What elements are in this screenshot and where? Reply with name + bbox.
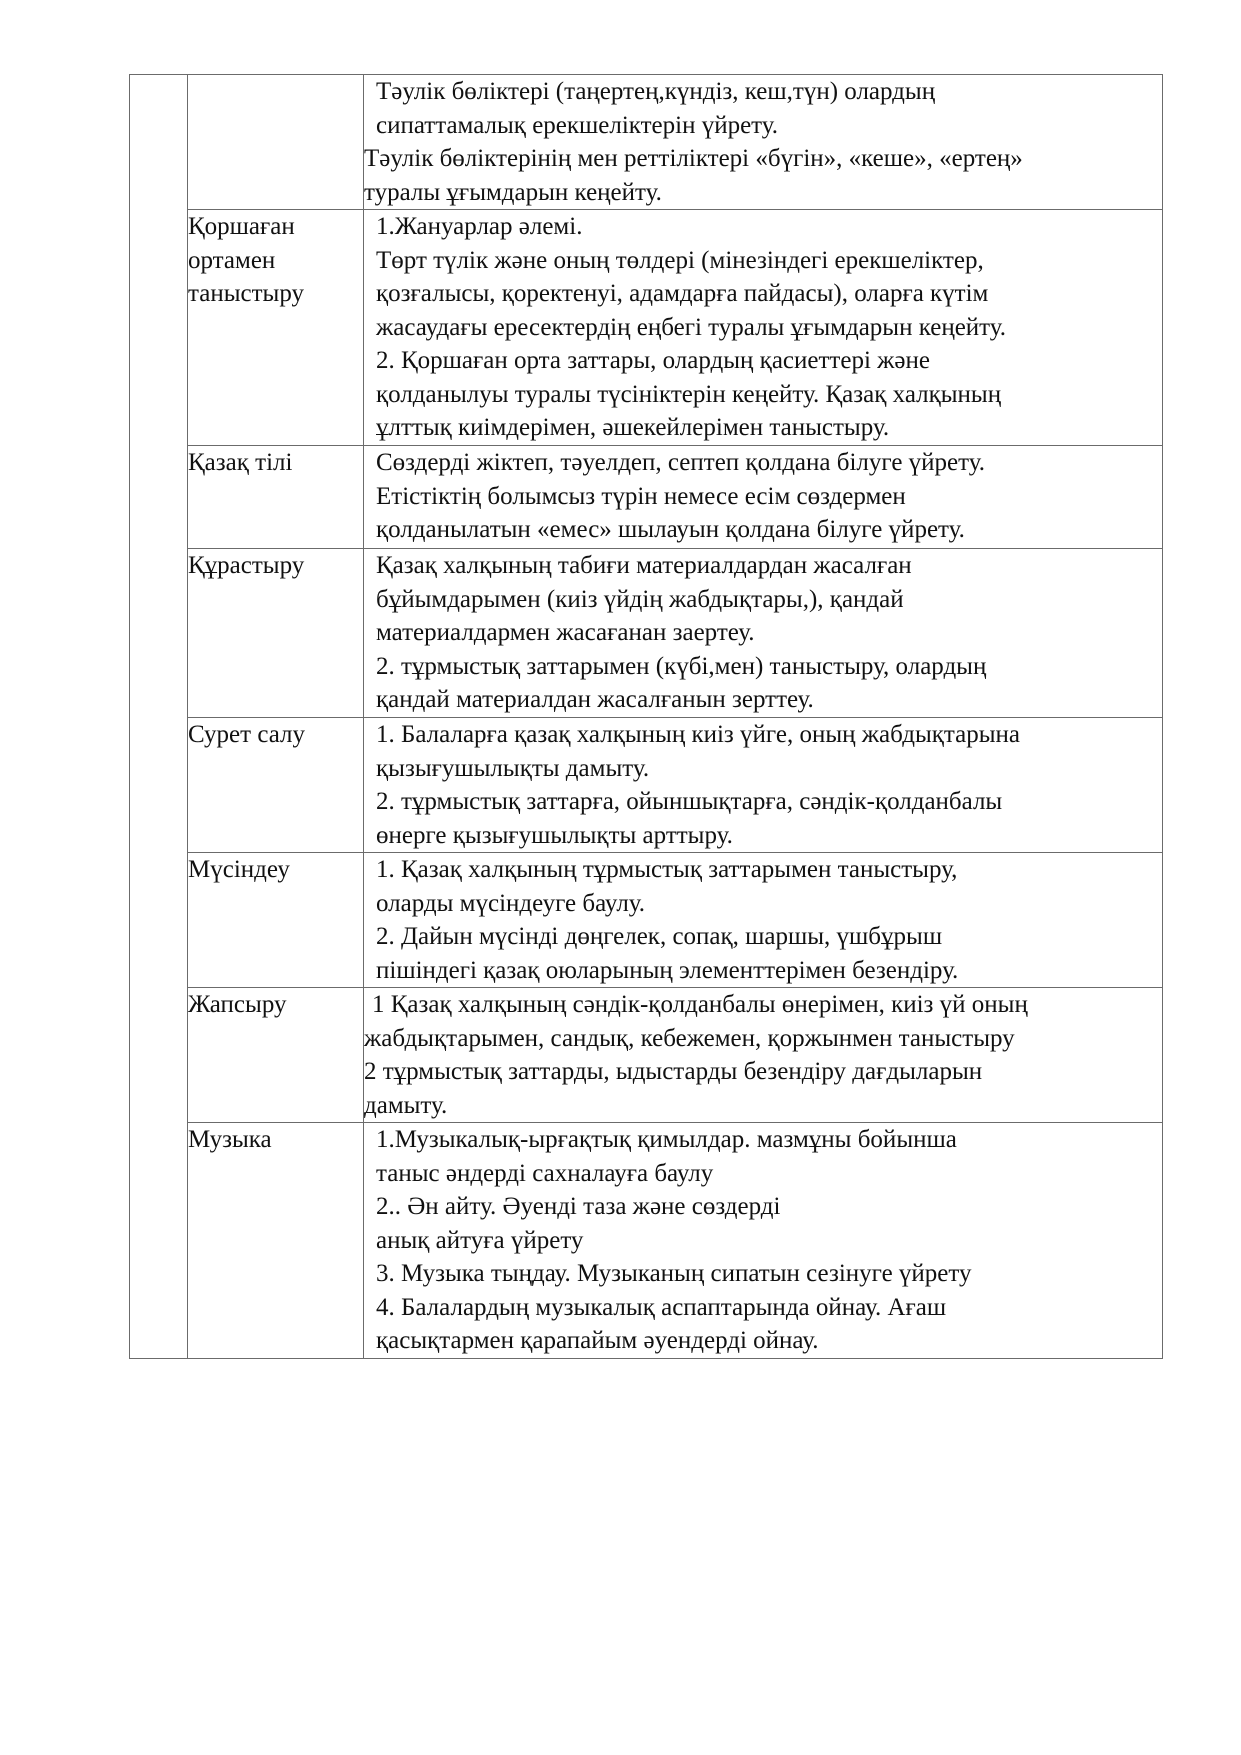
subject-cell: Музыка — [188, 1123, 364, 1359]
subject-cell — [188, 75, 364, 210]
content-line: қолданылуы туралы түсініктерін кеңейту. Қазақ халқының — [376, 380, 1002, 408]
content-line: 1. Қазақ халқының тұрмыстық заттарымен таныстыру, — [376, 856, 958, 883]
content-line: 2 тұрмыстық заттарды, ыдыстарды безендіру дағдыларын — [364, 1058, 983, 1085]
subject-cell: Құрастыру — [188, 549, 364, 718]
table-row — [130, 988, 1163, 1123]
content-line: қандай материалдан жасалғанын зерттеу. — [376, 686, 814, 713]
content-line: қызығушылықты дамыту. — [376, 754, 650, 782]
content-line: 2. Дайын мүсінді дөңгелек, сопақ, шаршы, үшбұрыш — [376, 923, 943, 950]
content-line: жасаудағы ересектердің еңбегі туралы ұғымдарын кеңейту. — [376, 313, 1007, 341]
content-line: Төрт түлік және оның төлдері (мінезіндегі ерекшеліктер, — [376, 246, 984, 274]
content-line: Сөздерді жіктеп, тәуелдеп, септеп қолдана білуге үйрету. — [376, 449, 985, 476]
subject-cell: Қазақ тілі — [188, 446, 364, 549]
content-line: 1.Музыкалық-ырғақтық қимылдар. мазмұны бойынша — [376, 1126, 957, 1153]
content-line: өнерге қызығушылықты арттыру. — [376, 821, 733, 849]
content-line: материалдармен жасағанан заертеу. — [376, 619, 755, 646]
content-line: анық айтуға үйрету — [376, 1226, 584, 1254]
content-cell — [364, 1123, 1163, 1359]
table-row — [130, 210, 1163, 446]
content-line: ұлттық киімдерімен, әшекейлерімен таныстыру. — [376, 414, 890, 441]
content-line: 2. тұрмыстық заттарымен (күбі,мен) таныстыру, олардың — [376, 652, 987, 680]
content-cell — [364, 75, 1163, 210]
content-cell — [364, 853, 1163, 988]
table-row — [130, 446, 1163, 549]
content-line: Тәулік бөліктерінің мен реттіліктері «бүгін», «кеше», «ертең» — [364, 145, 1023, 172]
subject-cell: Мүсіндеу — [188, 853, 364, 988]
content-line: 4. Балалардың музыкалық аспаптарында ойнау. Ағаш — [376, 1293, 947, 1321]
content-line: дамыту. — [364, 1091, 448, 1119]
content-line: 3. Музыка тыңдау. Музыканың сипатын сезінуге үйрету — [376, 1260, 972, 1287]
content-line: бұйымдарымен (киіз үйдің жабдықтары,), қандай — [376, 585, 904, 613]
content-line: 2.. Ән айту. Әуенді таза және сөздерді — [376, 1193, 781, 1220]
table-row — [130, 75, 1163, 210]
content-cell — [364, 988, 1163, 1123]
subject-cell: Жапсыру — [188, 988, 364, 1123]
content-line: 1.Жануарлар әлемі. — [376, 213, 583, 240]
content-line: Тәулік бөліктері (таңертең,күндіз, кеш,түн) олардың — [376, 78, 936, 105]
content-line: оларды мүсіндеуге баулу. — [376, 889, 646, 917]
subject-cell: Сурет салу — [188, 718, 364, 853]
content-line: 2. тұрмыстық заттарға, ойыншықтарға, сәндік-қолданбалы — [376, 788, 1003, 815]
curriculum-table — [129, 74, 1163, 1359]
content-cell — [364, 549, 1163, 718]
content-line: қасықтармен қарапайым әуендерді ойнау. — [376, 1327, 819, 1354]
content-line: Етістіктің болымсыз түрін немесе есім сөздермен — [376, 482, 906, 510]
content-cell — [364, 718, 1163, 853]
table-row — [130, 718, 1163, 853]
table-row — [130, 1123, 1163, 1359]
content-line: 1 Қазақ халқының сәндік-қолданбалы өнерімен, киіз үй оның — [372, 991, 1028, 1018]
content-cell — [364, 446, 1163, 549]
content-line: 2. Қоршаған орта заттары, олардың қасиеттері және — [376, 347, 930, 374]
content-line: қозғалысы, қоректенуі, адамдарға пайдасы), оларға күтім — [376, 280, 989, 307]
subject-cell: Қоршаған ортамен таныстыру — [188, 210, 364, 446]
content-line: сипаттамалық ерекшеліктерін үйрету. — [376, 111, 779, 139]
content-line: Қазақ халқының табиғи материалдардан жасалған — [376, 552, 912, 579]
content-line: жабдықтарымен, сандық, кебежемен, қоржынмен таныстыру — [364, 1024, 1015, 1052]
content-line: қолданылатын «емес» шылауын қолдана білуге үйрету. — [376, 516, 965, 543]
content-line: туралы ұғымдарын кеңейту. — [364, 178, 662, 206]
blank-left-cell — [130, 75, 188, 1359]
content-line: пішіндегі қазақ оюларының элементтерімен безендіру. — [376, 956, 959, 984]
content-line: 1. Балаларға қазақ халқының киіз үйге, оның жабдықтарына — [376, 721, 1020, 748]
table-row — [130, 549, 1163, 718]
content-line: таныс әндерді сахналауға баулу — [376, 1159, 714, 1187]
content-cell — [364, 210, 1163, 446]
table-row — [130, 853, 1163, 988]
